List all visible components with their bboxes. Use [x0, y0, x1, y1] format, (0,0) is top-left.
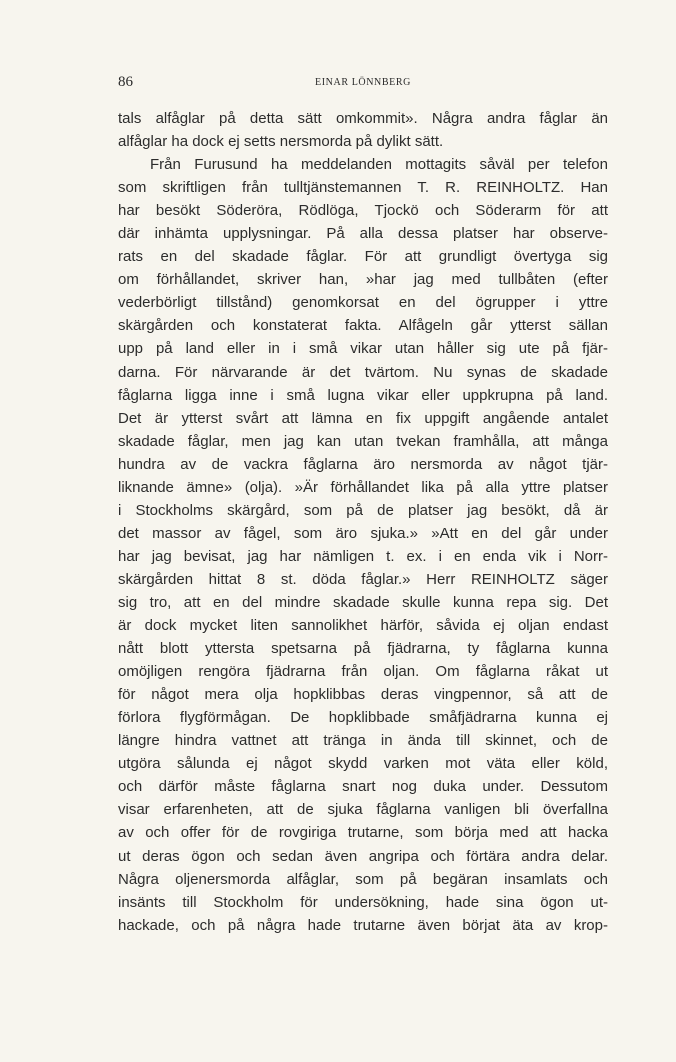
text-line: Det är ytterst svårt att lämna en fix uppgift angående antalet — [118, 409, 608, 427]
text-line: fåglarna ligga inne i små lugna vikar eller uppkrupna på land. — [118, 386, 608, 404]
text-line: skärgården hittat 8 st. döda fåglar.» Herr REINHOLTZ säger — [118, 570, 608, 588]
running-head: EINAR LÖNNBERG — [315, 77, 411, 88]
text-line: rats en del skadade fåglar. För att grundligt övertyga sig — [118, 248, 608, 266]
text-line: upp på land eller in i små vikar utan håller sig ute på fjär- — [118, 340, 608, 358]
text-line: insänts till Stockholm för undersökning, hade sina ögon ut- — [118, 893, 608, 911]
text-line: det massor av fågel, som äro sjuka.» »Att en del går under — [118, 524, 608, 542]
text-line: i Stockholms skärgård, som på de platser jag besökt, då är — [118, 501, 608, 519]
text-line: omöjligen rengöra fjädrarna från oljan. Om fåglarna råkat ut — [118, 663, 608, 681]
text-line: om förhållandet, skriver han, »har jag med tullbåten (efter — [118, 271, 608, 289]
text-line: Några oljenersmorda alfåglar, som på begäran insamlats och — [118, 870, 608, 888]
text-line: nått blott yttersta spetsarna på fjädrarna, ty fåglarna kunna — [118, 640, 608, 658]
text-line: darna. För närvarande är det tvärtom. Nu synas de skadade — [118, 363, 608, 381]
text-line: hundra av de vackra fåglarna äro nersmorda av något tjär- — [118, 455, 608, 473]
text-line: vederbörligt tillstånd) genomkorsat en del ögrupper i yttre — [118, 294, 608, 312]
text-line: där inhämta upplysningar. På alla dessa platser har observe- — [118, 225, 608, 243]
text-line: hackade, och på några hade trutarne även börjat äta av krop- — [118, 916, 608, 934]
text-line: ut deras ögon och sedan även angripa och förtära andra delar. — [118, 847, 608, 865]
text-line: som skriftligen från tulltjänstemannen T. R. REINHOLTZ. Han — [118, 179, 608, 197]
text-line: utgöra sålunda ej något skydd varken mot väta eller köld, — [118, 755, 608, 773]
text-line: sig tro, att en del mindre skadade skulle kunna repa sig. Det — [118, 593, 608, 611]
text-line: är dock mycket liten sannolikhet härför, såvida ej oljan endast — [118, 617, 608, 635]
text-line: liknande ämne» (olja). »Är förhållandet lika på alla yttre platser — [118, 478, 608, 496]
text-line: alfåglar ha dock ej setts nersmorda på dylikt sätt. — [118, 133, 444, 151]
text-line: skadade fåglar, men jag kan utan tvekan framhålla, att många — [118, 432, 608, 450]
text-line: längre hindra vattnet att tränga in ända till skinnet, och de — [118, 732, 608, 750]
text-line: och därför måste fåglarna snart nog duka under. Dessutom — [118, 778, 608, 796]
text-line: visar erfarenheten, att de sjuka fåglarna vanligen bli överfallna — [118, 801, 608, 819]
text-line: Från Furusund ha meddelanden mottagits såväl per telefon — [150, 156, 608, 174]
text-line: för något mera olja hopklibbas deras vingpennor, så att de — [118, 686, 608, 704]
page-header — [118, 74, 608, 94]
text-line: har besökt Söderöra, Rödlöga, Tjockö och Söderarm för att — [118, 202, 608, 220]
page-number: 86 — [118, 74, 133, 90]
text-line: av och offer för de rovgiriga trutarne, som börja med att hacka — [118, 824, 608, 842]
text-line: tals alfåglar på detta sätt omkommit». Några andra fåglar än — [118, 110, 608, 127]
text-line: skärgården och konstaterat fakta. Alfågeln går ytterst sällan — [118, 317, 608, 335]
text-line: har jag bevisat, jag har nämligen t. ex. i en enda vik i Norr- — [118, 547, 608, 565]
body-text — [118, 107, 608, 937]
text-line: förlora flygförmågan. De hopklibbade småfjädrarna kunna ej — [118, 709, 608, 727]
